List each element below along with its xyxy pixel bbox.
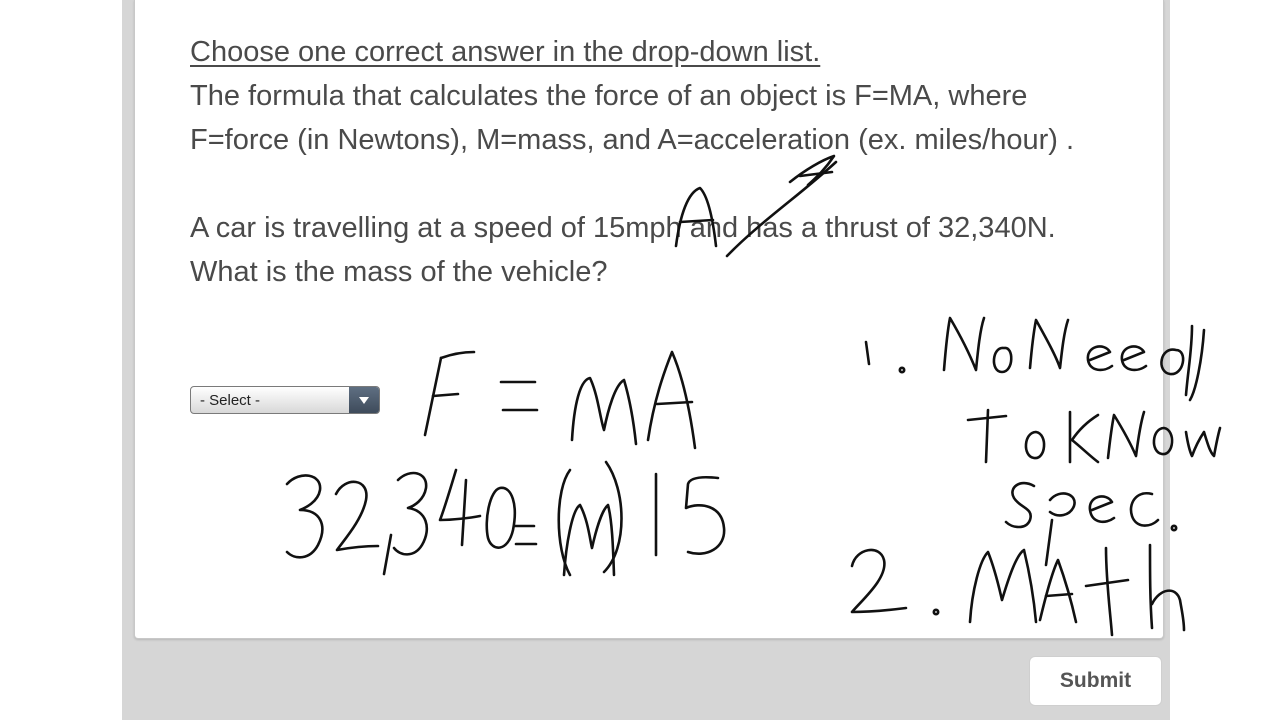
formula-paragraph: The formula that calculates the force of an object is F=MA, where F=force (in Newtons), M=mass, and A=acceleration (ex. miles/hour) . [190,80,1075,156]
chevron-down-icon[interactable] [349,387,379,413]
submit-button[interactable]: Submit [1029,656,1162,706]
question-text [190,30,1110,294]
problem-paragraph: A car is travelling at a speed of 15mph and has a thrust of 32,340N. What is the mass of the vehicle? [190,212,1056,288]
instruction-text: Choose one correct answer in the drop-down list. [190,36,821,68]
dropdown-selected-value: - Select - [200,392,261,409]
answer-dropdown[interactable] [190,386,380,414]
spacer [190,162,1110,206]
